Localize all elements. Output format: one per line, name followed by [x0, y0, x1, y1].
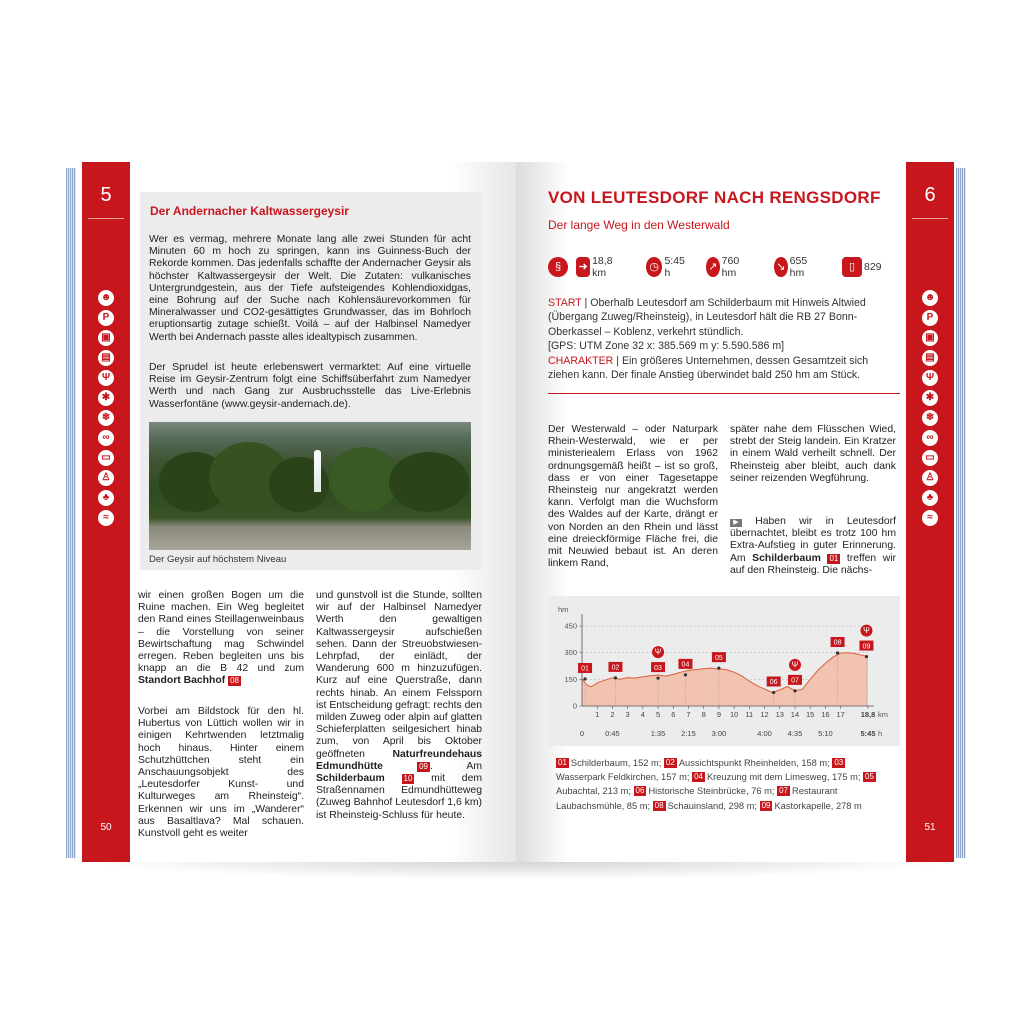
x-tick-label: 18,8: [860, 710, 876, 719]
time-label: 1:35: [650, 729, 666, 738]
y-axis-label: hm: [558, 605, 569, 614]
tour-info: START | Oberhalb Leutesdorf am Schilderbaum mit Hinweis Altwied (Übergang Zuweg/Rheinsteig), in Leutesdorf hält die RB 27 Bonn-Oberkassel – Koblenz, verkehrt stündlich. [GPS: UTM Zone 32 x: 385.569 m y: 5.590.586 m] CHARAKTER | Ein größeres Unternehmen, dessen Gesamtzeit sich ziehen kann. Der finale Anstieg überwindet bald 250 hm am Stück.: [548, 297, 869, 382]
section-rule: [548, 393, 900, 394]
right-page-edges: [956, 168, 966, 858]
left-column-2: und gunstvoll ist die Stunde, sollten wir auf der Halbinsel Namedyer Werth den gewaltigen Kaltwassergeysir aufschießen sehen. Dann der Streuobstwiesen-Lehrpfad, der einlädt, der Wanderung 600 m hinzuzufügen. Kurz auf eine Querstraße, dann rechts hinab. An einem Felssporn ist Entscheidung gefragt: rechts den milden Zuweg oder alpin auf glatten Schieferplatten seilgesichert hinab zum, von April bis Oktober geöffneten Naturfreundehaus Edmundhütte 09 . Am Schilderbaum 10 mit dem Straßennamen Edmundhütteweg (Zuweg Bahnhof Leutesdorf 1,6 km) ist Rheinsteig-Schluss für heute.: [316, 590, 483, 821]
waypoint-dot: [772, 691, 775, 694]
stat-descent: ↘ 655 hm: [774, 256, 814, 278]
time-label: 5:10: [818, 729, 833, 738]
waypoint-dot: [684, 673, 687, 676]
waypoint-tag-label: 02: [611, 664, 620, 672]
legend-item: 04 Kreuzung mit dem Limesweg, 175 m;: [694, 772, 864, 783]
swim-icon: ≈: [922, 510, 938, 526]
stat-route: [548, 256, 568, 278]
waypoint-tag: 05: [865, 772, 874, 782]
legend-item: 06 Historische Steinbrücke, 76 m;: [635, 786, 778, 797]
time-label: 2:15: [681, 729, 696, 738]
divider: [912, 218, 948, 219]
waypoint-tag: 03: [834, 758, 844, 767]
right-column-2-paragraph-1: später nahe dem Flüsschen Wied, strebt der Steig landein. Ein Kratzer in einem Wald verheilt schnell. Der Rheinsteig aber bleibt, auch dank seiner reizenden Wegführung.: [730, 424, 896, 484]
waypoint-tag-label: 04: [681, 661, 690, 669]
x-tick-label: 12: [760, 710, 769, 719]
x-tick-label: 15: [806, 710, 815, 719]
sun-icon: ✱: [98, 390, 114, 406]
elevation-chart: [548, 596, 900, 746]
waypoint-dot: [865, 655, 868, 658]
chapter-number: 6: [924, 184, 936, 206]
x-tick-label: 14: [790, 710, 800, 719]
x-tick-label: 3: [625, 710, 630, 719]
bus-icon: ▣: [98, 330, 114, 346]
waypoint-tag: 08: [654, 800, 664, 810]
geyser-fountain: [314, 450, 321, 492]
x-tick-label: 8: [701, 710, 706, 719]
x-tick-label: 1: [595, 710, 600, 719]
tour-subtitle: Der lange Weg in den Westerwald: [548, 218, 730, 232]
bus-icon: ▣: [922, 330, 938, 346]
right-column-2-paragraph-2: ▶ Haben wir in Leutesdorf übernachtet, bleibt es trotz 100 hm Extra-Aufstieg in guter Erinnerung. Am Schilderbaum 01 treffen wir auf den Rheinsteig. Die nächs-: [730, 516, 896, 576]
descent-icon: ↘: [774, 257, 788, 277]
left-page-edges: [66, 168, 76, 858]
restaurant-icon-glyph: Ψ: [791, 660, 799, 670]
tree-icon: ♣: [98, 490, 114, 506]
signpost-icon: ➜: [576, 257, 590, 277]
time-unit: h: [878, 729, 883, 738]
x-tick-label: 10: [729, 710, 739, 719]
page-number: 51: [924, 822, 936, 833]
bear-icon: ☻: [922, 290, 938, 306]
waypoint-tag: 01: [558, 758, 567, 767]
x-tick-label: 16: [821, 710, 830, 719]
y-tick-label: 300: [564, 648, 577, 658]
stat-ascent: ↗ 760 hm: [706, 256, 746, 278]
ascent-icon: ↗: [706, 257, 720, 277]
waypoint-legend: [556, 756, 896, 813]
right-chapter-bar: [906, 162, 954, 862]
waypoint-tag-label: 07: [791, 677, 799, 685]
waypoint-tag: 06: [635, 786, 645, 796]
waypoint-tag: 09: [761, 800, 771, 810]
legend-item: 05Aubachtal, 213 m;: [556, 772, 874, 797]
waypoint-tag-label: 09: [862, 643, 871, 651]
waypoint-tag-label: 01: [581, 665, 589, 673]
parking-icon: P: [98, 310, 114, 326]
legend-item: 09 Kastorkapelle, 278 m: [761, 800, 862, 811]
x-tick-label: 17: [836, 710, 845, 719]
left-chapter-bar: [82, 162, 130, 862]
waypoint-tag-label: 03: [654, 664, 662, 672]
x-tick-label: 4: [640, 710, 645, 719]
bed-icon: ▭: [922, 450, 938, 466]
waypoint-dot: [614, 676, 617, 679]
time-label: 0:45: [605, 729, 620, 738]
left-column-1-paragraph-2: Vorbei am Bildstock für den hl. Hubertus von Lüttich wollen wir in einigen Kehrtwenden letztmalig hoch hinaus. Hinter einem Schutzhüttchen steht ein Anschauungsobjekt des „Leutesdorfer Kunst- und Kulturweges am Rheinsteig“. Erkennen wir uns im „Wanderer“ aus Basaltlava? Mal schauen. Kunstvoll geht es weiter: [138, 706, 304, 840]
waypoint-tag: 02: [665, 758, 675, 767]
route-icon: §: [548, 257, 568, 277]
restaurant-icon: Ψ: [98, 370, 114, 386]
right-column-1: Der Westerwald – oder Naturpark Rhein-Westerwald, wie er per ministeriealem Erlass von 1962 ordnungsgemäß heißt – ist so groß, dass er von einer Tagesetappe Rheinsteig nur angekratzt werden kann. Verfolgt man die Wuchsform des Waldes auf der Karte, drängt er von Norden an den Rhein und lässt eine dreieckförmige Fläche frei, die mit Neuwied bebaut ist. An deren linkem Rand,: [548, 424, 718, 570]
divider: [88, 218, 124, 219]
clock-icon: ◷: [646, 257, 662, 277]
elevation-profile: [548, 596, 900, 746]
stat-duration: ◷ 5:45 h: [646, 256, 688, 278]
bicycle-icon: ∞: [98, 430, 114, 446]
waypoint-tag-label: 05: [715, 654, 723, 662]
train-icon: ▤: [98, 350, 114, 366]
waypoint-dot: [793, 689, 796, 692]
photo-caption: Der Geysir auf höchstem Niveau: [149, 554, 287, 565]
time-label: 4:00: [757, 729, 772, 738]
waypoint-dot: [717, 667, 720, 670]
y-tick-label: 450: [564, 621, 577, 631]
restaurant-icon-glyph: Ψ: [654, 647, 662, 657]
train-icon: ▤: [922, 350, 938, 366]
stat-distance: ➜ 18,8 km: [576, 256, 618, 278]
phone-icon: ▯: [842, 257, 862, 277]
x-tick-label: 11: [745, 710, 754, 719]
restaurant-icon-glyph: Ψ: [863, 626, 870, 636]
bed-icon: ▭: [98, 450, 114, 466]
parking-icon: P: [922, 310, 938, 326]
snowflake-icon: ❄: [922, 410, 938, 426]
tour-title: VON LEUTESDORF NACH RENGSDORF: [548, 188, 881, 207]
x-tick-label: 5: [655, 710, 661, 719]
arrow-icon: ▶: [730, 519, 742, 527]
waypoint-dot: [583, 677, 586, 680]
swim-icon: ≈: [98, 510, 114, 526]
legend-item: 07 Restaurant Laubachsmühle, 85 m;: [556, 786, 838, 811]
x-tick-label: 6: [671, 710, 676, 719]
x-axis-unit: km: [878, 710, 888, 719]
time-label: 0: [579, 729, 585, 738]
x-tick-label: 2: [610, 710, 615, 719]
tree-icon: ♣: [922, 490, 938, 506]
bicycle-icon: ∞: [922, 430, 938, 446]
time-label: 4:35: [787, 729, 803, 738]
geyser-photo: [149, 422, 471, 550]
bear-icon: ☻: [98, 290, 114, 306]
waypoint-tag: 07: [779, 786, 789, 796]
restaurant-icon: Ψ: [922, 370, 938, 386]
x-tick-label: 13: [775, 710, 784, 719]
legend-item: 01 Schilderbaum, 152 m;: [558, 758, 664, 768]
page-number: 50: [100, 822, 112, 833]
box-paragraph-1: Wer es vermag, mehrere Monate lang alle zwei Stunden für acht Minuten 60 m hoch zu springen, kann ins Guinness-Buch der Rekorde kommen. Das jedenfalls schaffte der Andernacher Geysir als höchster Kaltwassergeysir der Welt. Die Zutaten: vulkanisches Untergrundgestein, aus der Tiefe aufsteigendes Kohlendioxidgas, eine Bohrung auf der Suche nach Kohlensäurevorkommen für Mineralwasser und CO2-gesättigtes Grundwasser, das im Bohrloch eruptionsartig zutage schießt. Voilá – auf der Halbinsel Namedyer Werth bei Andernach passte alles idealtypisch zusammen.: [149, 234, 471, 343]
y-tick-label: 0: [572, 701, 577, 711]
waypoint-tag-label: 08: [833, 639, 842, 647]
time-label: 5:45: [860, 729, 876, 738]
snowflake-icon: ❄: [98, 410, 114, 426]
x-tick-label: 9: [716, 710, 722, 719]
waypoint-dot: [656, 676, 659, 679]
sun-icon: ✱: [922, 390, 938, 406]
legend-item: 08 Schauinsland, 298 m;: [654, 800, 760, 811]
legend-item: 02 Aussichtspunkt Rheinhelden, 158 m;: [665, 758, 833, 768]
waypoint-dot: [836, 651, 839, 654]
x-tick-label: 7: [686, 710, 691, 719]
left-column-1-paragraph-1: wir einen großen Bogen um die Ruine machen. Ein Weg begleitet den Rand eines Steillagenweinbaus – die Vorstellung von seiner Bewirtschaftung mag Schwindel erregen. Reben begleiten uns bis knapp an die B 42 und zum Standort Bachhof 08: [138, 590, 304, 687]
waypoint-tag-label: 06: [769, 679, 778, 687]
stat-phone: ▯ 829: [842, 256, 882, 278]
legend-item: 03Wasserpark Feldkirchen, 157 m;: [556, 758, 844, 783]
box-title: Der Andernacher Kaltwassergeysir: [150, 204, 349, 218]
walker-icon: ♙: [98, 470, 114, 486]
time-label: 3:00: [711, 729, 727, 738]
chapter-number: 5: [100, 184, 112, 206]
y-tick-label: 150: [564, 674, 577, 684]
walker-icon: ♙: [922, 470, 938, 486]
box-paragraph-2: Der Sprudel ist heute erlebenswert vermarktet: Auf eine virtuelle Reise im Geysir-Zentrum folgt eine Schiffsüberfahrt zum Namedyer Werth und nach Gang zur Ausbruchsstelle das Live-Erlebnis Wasserfontäne (www.geysir-andernach.de).: [149, 362, 471, 410]
waypoint-tag: 04: [694, 772, 703, 782]
